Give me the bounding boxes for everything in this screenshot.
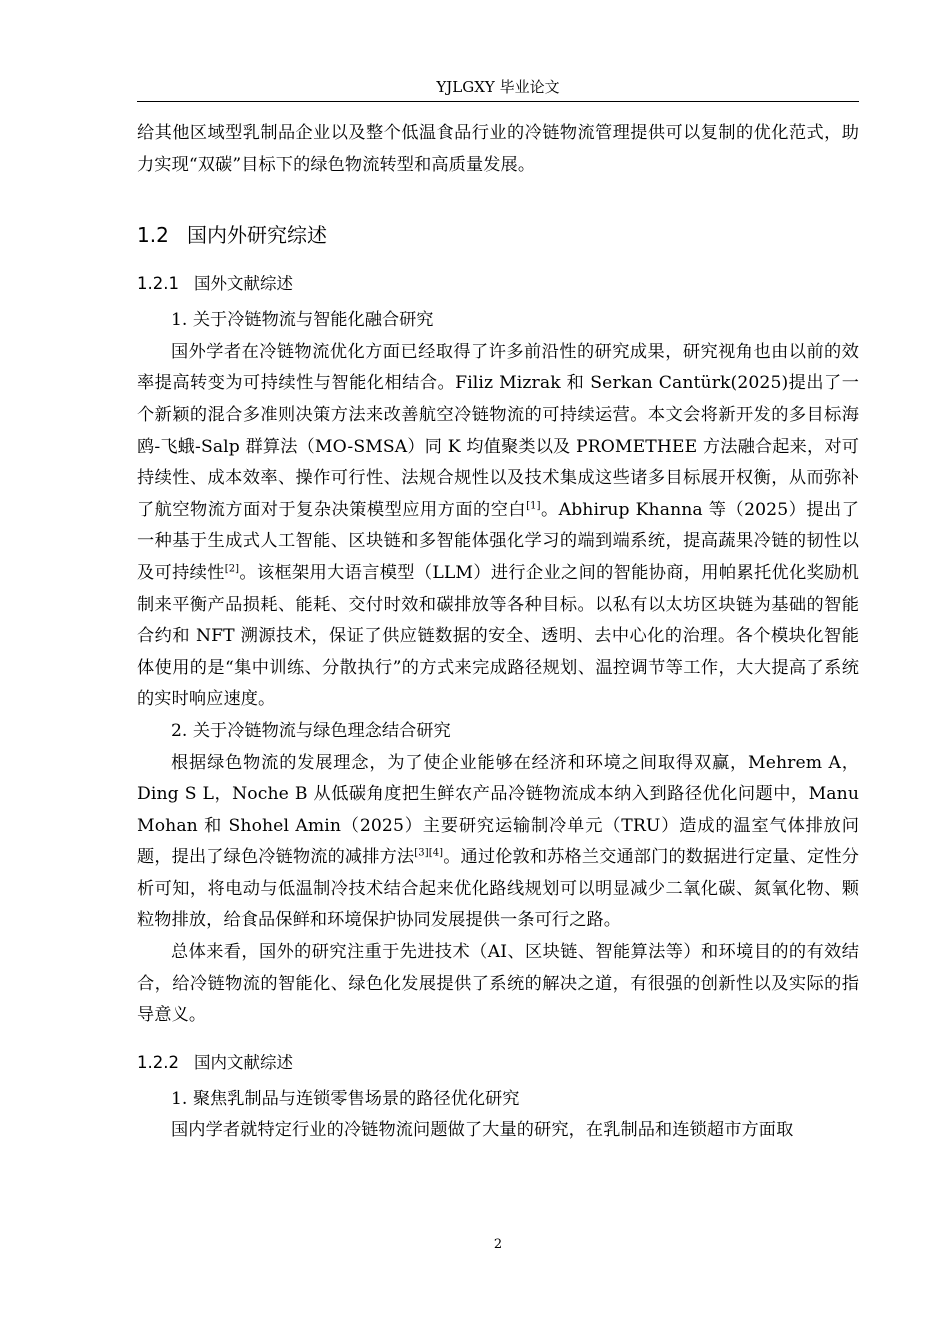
header-rule [137,101,859,102]
citation: [1] [526,500,541,512]
page-body [137,118,859,1147]
paragraph [137,337,859,716]
citation: [2] [224,563,240,575]
citation: [3][4] [414,847,444,859]
subsection-title: 国内文献综述 [194,1052,293,1072]
subsection-heading-1-2-1 [137,271,859,297]
paragraph-text: 根据绿色物流的发展理念，为了使企业能够在经济和环境之间取得双赢，Mehrem A，Ding S L，Noche B 从低碳角度把生鲜农产品冷链物流成本纳入到路径优化问题中，Manu Mohan 和 Shohel Amin（2025）主要研究运输制冷单元（TRU）造成的温室气体排放问题，提出了绿色冷链物流的减排方法 [137,752,859,868]
paragraph-text: 。该框架用大语言模型（LLM）进行企业之间的智能协商，用帕累托优化奖励机制来平衡产品损耗、能耗、交付时效和碳排放等各种目标。以私有以太坊区块链为基础的智能合约和 NFT 溯源技术，保证了供应链数据的安全、透明、去中心化的治理。各个模块化智能体使用的是“集中训练、分散执行”的方式来完成路径规划、温控调节等工作，大大提高了系统的实时响应速度。 [137,562,859,710]
paragraph-text: 。通过伦敦和苏格兰交通部门的数据进行定量、定性分析可知，将电动与低温制冷技术结合起来优化路线规划可以明显减少二氧化碳、氮氧化物、颗粒物排放，给食品保鲜和环境保护协同发展提供一条可行之路。 [137,847,860,931]
subsection-heading-1-2-2 [137,1050,859,1076]
section-number: 1.2 [137,223,169,248]
page-number: 2 [493,1237,503,1252]
subsection-number: 1.2.2 [137,1052,179,1072]
paragraph-text: 。Abhirup Khanna 等（2025）提出了一种基于生成式人工智能、区块链和多智能体强化学习的端到端系统，提高蔬果冷链的韧性以及可持续性 [137,499,859,583]
page-header: YJLGXY 毕业论文 [436,78,560,96]
paragraph [137,748,859,938]
list-item-heading: 1. 关于冷链物流与智能化融合研究 [171,310,434,331]
subsection-number: 1.2.1 [137,274,179,294]
section-title: 国内外研究综述 [187,223,327,248]
paragraph-text: 国外学者在冷链物流优化方面已经取得了许多前沿性的研究成果，研究视角也由以前的效率提高转变为可持续性与智能化相结合。Filiz Mizrak 和 Serkan Cantürk(2025)提出了一个新颖的混合多准则决策方法来改善航空冷链物流的可持续运营。本文会将新开发的多目标海鸥-飞蛾-Salp 群算法（MO-SMSA）同 K 均值聚类以及 PROMETHEE 方法融合起来，对可持续性、成本效率、操作可行性、法规合规性以及技术集成这些诸多目标展开权衡，从而弥补了航空物流方面对于复杂决策模型应用方面的空白 [137,341,859,520]
paragraph: 国内学者就特定行业的冷链物流问题做了大量的研究，在乳制品和连锁超市方面取 [171,1120,794,1141]
list-item-heading: 1. 聚焦乳制品与连锁零售场景的路径优化研究 [171,1088,520,1109]
paragraph: 总体来看，国外的研究注重于先进技术（AI、区块链、智能算法等）和环境目的的有效结合，给冷链物流的智能化、绿色化发展提供了系统的解决之道，有很强的创新性以及实际的指导意义。 [137,942,859,1026]
paragraph-continuation: 给其他区域型乳制品企业以及整个低温食品行业的冷链物流管理提供可以复制的优化范式，助力实现“双碳”目标下的绿色物流转型和高质量发展。 [137,123,859,175]
section-heading-1-2 [137,221,859,249]
subsection-title: 国外文献综述 [194,274,293,294]
list-item-heading: 2. 关于冷链物流与绿色理念结合研究 [171,720,451,741]
